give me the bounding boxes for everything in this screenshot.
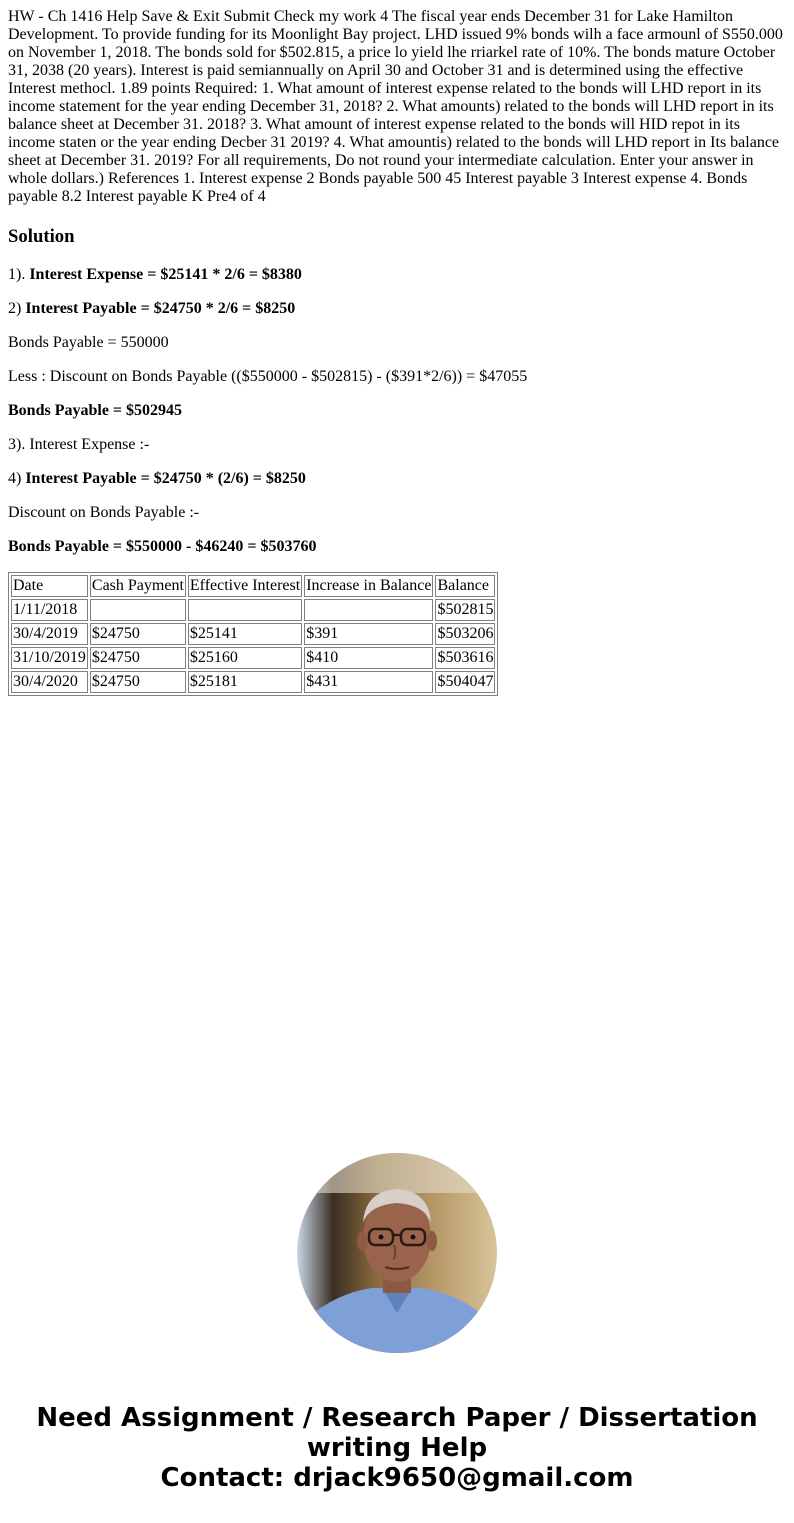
header-cell: Balance	[435, 575, 495, 597]
author-photo	[297, 1153, 497, 1353]
table-cell: 31/10/2019	[11, 647, 88, 669]
table-row	[11, 647, 495, 669]
answer-1-text: Interest Expense = $25141 * 2/6 = $8380	[29, 266, 302, 283]
bonds-payable-final	[8, 538, 786, 556]
document-body	[8, 8, 786, 696]
table-cell	[304, 599, 433, 621]
answer-2-text: Interest Payable = $24750 * 2/6 = $8250	[25, 300, 296, 317]
answer-3: 3). Interest Expense :-	[8, 436, 150, 453]
solution-heading: Solution	[8, 226, 75, 247]
discount-line: Less : Discount on Bonds Payable (($550000 - $502815) - ($391*2/6)) = $47055	[8, 368, 528, 385]
answer-1	[8, 266, 786, 284]
footer-contact: Contact: drjack9650@gmail.com	[160, 1463, 634, 1493]
footer-line-1: Need Assignment / Research Paper / Dissertation	[36, 1403, 758, 1433]
person-portrait-icon	[297, 1153, 497, 1353]
footer-line-2: writing Help	[306, 1433, 488, 1463]
bonds-payable-total-text: Bonds Payable = $502945	[8, 402, 183, 419]
table-cell: $25181	[188, 671, 302, 693]
table-cell: 1/11/2018	[11, 599, 88, 621]
table-cell: $410	[304, 647, 433, 669]
header-cell: Cash Payment	[90, 575, 186, 597]
table-cell: $504047	[435, 671, 495, 693]
answer-4-text: Interest Payable = $24750 * (2/6) = $8250	[25, 470, 306, 487]
answer-2	[8, 300, 786, 318]
table-cell: $503206	[435, 623, 495, 645]
discount-label: Discount on Bonds Payable :-	[8, 504, 200, 521]
table-cell: $24750	[90, 647, 186, 669]
amortization-table	[8, 572, 498, 696]
promo-footer	[0, 1403, 794, 1493]
table-cell: 30/4/2019	[11, 623, 88, 645]
table-cell	[188, 599, 302, 621]
table-cell: $24750	[90, 623, 186, 645]
answer-2-prefix: 2)	[8, 300, 26, 317]
table-header-row	[11, 575, 495, 597]
bonds-payable-total	[8, 402, 786, 420]
table-cell: $503616	[435, 647, 495, 669]
table-cell: $24750	[90, 671, 186, 693]
table-row	[11, 599, 495, 621]
answer-1-prefix: 1).	[8, 266, 30, 283]
bonds-payable-final-text: Bonds Payable = $550000 - $46240 = $503760	[8, 538, 317, 555]
question-text: HW - Ch 1416 Help Save & Exit Submit Check my work 4 The fiscal year ends December 31 for Lake Hamilton Development. To provide funding for its Moonlight Bay project. LHD issued 9% bonds wilh a face armounl of S550.000 on November 1, 2018. The bonds sold for $502.815, a price lo yield lhe rriarkel rate of 10%. The bonds mature October 31, 2038 (20 years). Interest is paid semiannually on April 30 and October 31 and is determined using the effective Interest methocl. 1.89 points Required: 1. What amount of interest expense related to the bonds will LHD report in its income statement for the year ending December 31, 2018? 2. What amounts) related to the bonds will LHD report in its balance sheet at December 31. 2018? 3. What amount of interest expense related to the bonds will HID repot in its income staten or the year ending Decber 31 2019? 4. What amountis) related to the bonds will LHD report in Its balance sheet at December 31. 2019? For all requirements, Do not round your intermediate calculation. Enter your answer in whole dollars.) References 1. Interest expense 2 Bonds payable 500 45 Interest payable 3 Interest expense 4. Bonds payable 8.2 Interest payable K Pre4 of 4	[8, 8, 783, 205]
table-cell: $502815	[435, 599, 495, 621]
table-cell: $391	[304, 623, 433, 645]
table-cell: 30/4/2020	[11, 671, 88, 693]
bonds-payable-line: Bonds Payable = 550000	[8, 334, 169, 351]
table-row	[11, 671, 495, 693]
header-cell: Effective Interest	[188, 575, 302, 597]
table-cell	[90, 599, 186, 621]
table-cell: $25160	[188, 647, 302, 669]
header-cell: Date	[11, 575, 88, 597]
table-row	[11, 623, 495, 645]
answer-4-prefix: 4)	[8, 470, 26, 487]
answer-4	[8, 470, 786, 488]
table-cell: $431	[304, 671, 433, 693]
header-cell: Increase in Balance	[304, 575, 433, 597]
table-cell: $25141	[188, 623, 302, 645]
